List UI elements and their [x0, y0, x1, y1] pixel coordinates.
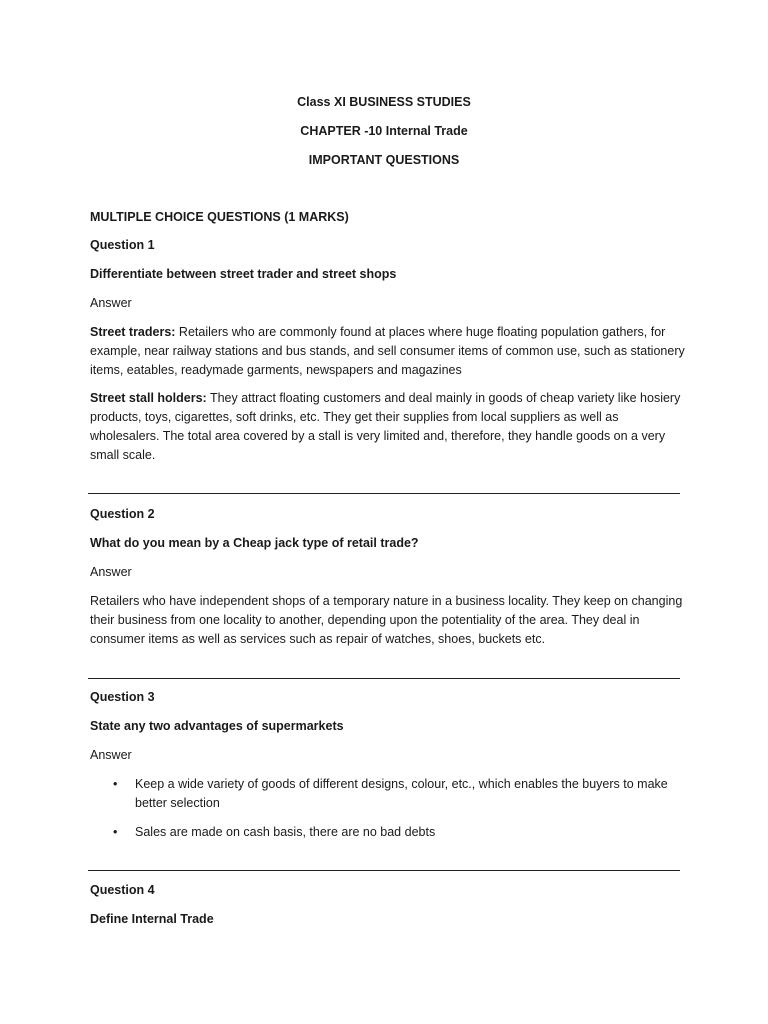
street-traders-text: Retailers who are commonly found at places where huge floating population gathers, for example, near railway stations and bus stands, and sell consumer items of common use, such as stationery items, eatables, readymade garments, newspapers and magazines	[90, 325, 685, 377]
divider	[88, 870, 680, 871]
q3-answer-label: Answer	[90, 748, 132, 762]
bullet-icon: •	[113, 777, 118, 791]
term-stall-holders: Street stall holders:	[90, 391, 207, 405]
stall-holders-text: They attract floating customers and deal mainly in goods of cheap variety like hosiery products, toys, cigarettes, soft drinks, etc. They get their supplies from local suppliers as well as wholesalers. The total area covered by a stall is very limited and, therefore, they handle goods on a very small scale.	[90, 391, 681, 462]
bullet-icon: •	[113, 825, 118, 839]
header-chapter: CHAPTER -10 Internal Trade	[300, 124, 468, 138]
q1-answer-stall-holders	[90, 389, 690, 465]
q2-label: Question 2	[90, 507, 155, 521]
q2-answer-label: Answer	[90, 565, 132, 579]
q3-label: Question 3	[90, 690, 155, 704]
q3-question: State any two advantages of supermarkets	[90, 719, 344, 733]
header-important: IMPORTANT QUESTIONS	[308, 153, 460, 167]
q1-label: Question 1	[90, 238, 155, 252]
q1-answer-street-traders	[90, 323, 690, 380]
q2-question: What do you mean by a Cheap jack type of retail trade?	[90, 536, 419, 550]
bullet-text: Keep a wide variety of goods of different designs, colour, etc., which enables the buyers to make better selection	[135, 777, 668, 810]
q4-question: Define Internal Trade	[90, 912, 214, 926]
divider	[88, 678, 680, 679]
header-class: Class XI BUSINESS STUDIES	[297, 95, 471, 109]
q1-question: Differentiate between street trader and street shops	[90, 267, 397, 281]
bullet-text: Sales are made on cash basis, there are no bad debts	[135, 825, 436, 839]
divider	[88, 493, 680, 494]
section-title: MULTIPLE CHOICE QUESTIONS (1 MARKS)	[90, 210, 349, 224]
q2-answer-text: Retailers who have independent shops of a temporary nature in a business locality. They keep on changing their business from one locality to another, depending upon the potentiality of the area. They deal in consumer items as well as services such as repair of watches, shoes, buckets etc.	[90, 594, 683, 646]
term-street-traders: Street traders:	[90, 325, 176, 339]
q4-label: Question 4	[90, 883, 155, 897]
q1-answer-label: Answer	[90, 296, 132, 310]
